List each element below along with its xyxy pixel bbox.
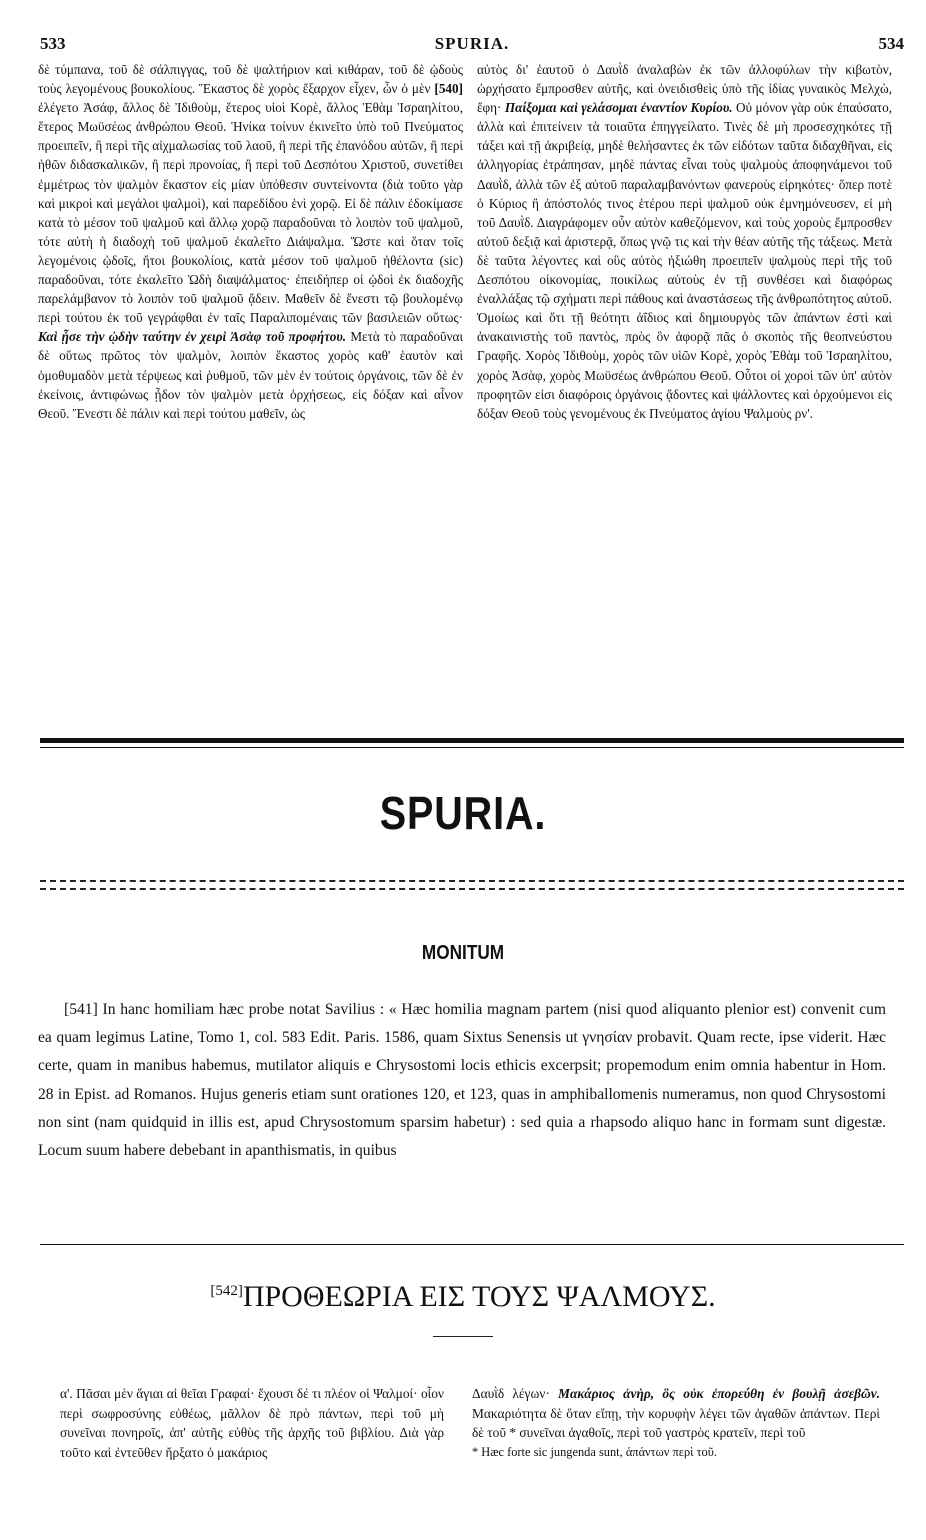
text-segment: ἐλέγετο Ἀσάφ, ἄλλος δὲ Ἰδιθοὺμ, ἕτερος υἱοὶ Κορὲ, ἄλλος Ἐθὰμ Ἰσραηλίτου, ἕτερος Μωϋσέως ἀνθρώπου Θεοῦ. Ἡνίκα τοίνυν ἐκινεῖτο ὑπὸ τοῦ Πνεύματος προειπεῖν, ἢ περὶ τῆς αἰχμαλωσίας τοῦ λαοῦ, ἢ περὶ τῆς ἐπανόδου αὐτῶν, ἢ περὶ ἠθῶν διδασκαλικῶν, ἢ περὶ προνοίας, ἢ περὶ τοῦ Δεσπότου Χριστοῦ, συνετίθει ἐμμέτρως τὸν ψαλμὸν ἕκαστον εἰς μίαν ὑπόθεσιν συντείνοντα (διὰ τοῦτο γὰρ καὶ μικροὶ καὶ μεγάλοι ψαλμοὶ), καὶ παρεδίδου ἑνὶ χορῷ. Εἰ δὲ πάλιν ἐδοκίμασε κατὰ τὸ μέσον τοῦ ψαλμοῦ καὶ ἄλλῳ χορῷ παραδοῦναι τὸ λοιπὸν τοῦ ψαλμοῦ, τότε αὐτὴ ἡ διαδοχὴ τοῦ ψαλμοῦ ἐκαλεῖτο Διάψαλμα. Ὥστε καὶ ὅταν τοῖς λεγομένοις ᾠδοῖς, ἤτοι βουκολίοις, κατὰ μέσον τοῦ ψαλμοῦ ἠθέλοντα (sic) παραδοῦναι, τότε ἐκαλεῖτο Ὠδὴ διαψάλματος· ἐπειδήπερ οἱ ᾠδοὶ ἐκ διαδοχῆς παρελάμβανον τὸ λοιπὸν τοῦ ψαλμοῦ ᾄδειν. Μαθεῖν δὲ ἔνεστι τῷ βουλομένῳ περὶ τούτου ἐκ τοῦ γεγράφθαι ἐν ταῖς Παραλιπομέναις τῶν βασιλειῶν οὕτως· — [38, 100, 463, 326]
running-header — [40, 28, 904, 56]
text-segment: Μακαριότητα δὲ ὅταν εἴπῃ, τὴν κορυφὴν λέγει τῶν ἀγαθῶν ἁπάντων. Περὶ δὲ τοῦ * συνεῖναι ἀγαθοῖς, περὶ τοῦ γαστρὸς κρατεῖν, περὶ τοῦ — [472, 1405, 880, 1441]
scripture-quote: Παίξομαι καὶ γελάσομαι ἐναντίον Κυρίου. — [504, 100, 733, 116]
column-marker: [540] — [434, 81, 463, 97]
section-rule-thick — [40, 738, 904, 743]
title-text: ΠΡΟΘΕΩΡΙΑ ΕΙΣ ΤΟΥΣ ΨΑΛΜΟΥΣ. — [242, 1280, 716, 1313]
text-segment: Δαυῒδ λέγων· — [472, 1386, 559, 1401]
text-segment: Μετὰ τὸ παραδοῦναι δὲ οὕτως πρῶτος τὸν ψαλμὸν, λοιπὸν ἕκαστος χορὸς καθ' ἑαυτὸν καὶ ὁμοθυμαδὸν μετὰ τέρψεως καὶ ῥυθμοῦ, τῶν μὲν ἐν τούτοις ὀργάνοις, τῶν δὲ ἐν ἐκείνοις, ἀντιφώνως ᾖδον τὸν ψαλμὸν μετὰ ὀρχήσεως, εἰς δόξαν καὶ αἶνον Θεοῦ. Ἔνεστι δὲ πάλιν καὶ περὶ τούτου μαθεῖν, ὡς — [38, 329, 464, 421]
page-number-left: 533 — [40, 34, 66, 53]
greek-section-title — [0, 1280, 926, 1314]
greek-right-paragraph — [472, 1384, 880, 1443]
text-segment: αὐτὸς δι' ἑαυτοῦ ὁ Δαυῒδ ἀναλαβὼν ἐκ τῶν ἀλλοφύλων τὴν κιβωτὸν, ὠρχήσατο ἔμπροσθεν αὐτῆς, καὶ ὀνειδισθεὶς ὑπὸ τῆς ἰδίας γυναικὸς Μελχὼ, ἔφη· — [477, 62, 892, 116]
monitum-end-rule — [40, 1244, 904, 1245]
section-rule-thin — [40, 747, 904, 748]
page-number-right: 534 — [878, 34, 904, 53]
monitum-title: MONITUM — [421, 942, 505, 964]
left-text-column — [38, 60, 463, 423]
dashed-rule-bottom — [40, 888, 904, 890]
scripture-quote: Μακάριος ἀνὴρ, ὃς οὐκ ἐπορεύθη ἐν βουλῇ ἀσεβῶν. — [558, 1386, 880, 1401]
right-column-paragraph — [477, 60, 892, 423]
dashed-rule-top — [40, 880, 904, 882]
section-title: SPURIA. — [379, 787, 547, 839]
monitum-body — [38, 996, 886, 1165]
monitum-paragraph: [541] In hanc homiliam hæc probe notat Savilius : « Hæc homilia magnam partem (nisi quod aliquanto plenior est) convenit cum ea quam legimus Latine, Tomo 1, col. 583 Edit. Paris. 1586, quam Sixtus Senensis ut γνησίαν probavit. Quam recte, ipse viderit. Hæc certe, quam in manibus habemus, mutilator aliquis e Chrysostomi locis ethicis excerpsit; propemodum enim omnia habentur in Hom. 28 in Epist. ad Romanos. Hujus generis etiam sunt orationes 120, et 123, quas in amphiballomenis numeramus, non quod Chrysostomi non sint (nam quidquid in illis est, apud Chrysostomum sparsim habetur) : sed quia a rhapsodo aliquo hanc in formam sunt digestæ. Locum suum habere debebant in apanthismatis, in quibus — [38, 1001, 886, 1160]
greek-left-paragraph: α'. Πᾶσαι μὲν ἅγιαι αἱ θεῖαι Γραφαί· ἔχουσι δέ τι πλέον οἱ Ψαλμοί· οἷον περὶ σωφροσύνης εὐθέως, μᾶλλον δὲ πρὸ πάντων, περὶ τοῦ μὴ συνεῖναι πονηροῖς, ἀπ' αὐτῆς εὐθὺς τῆς ἀρχῆς τοῦ βιβλίου. Διὰ γὰρ τοῦτο καὶ ἐντεῦθεν ἤρξατο ὁ μακάριος — [60, 1386, 444, 1460]
text-segment: δὲ τύμπανα, τοῦ δὲ σάλπιγγας, τοῦ δὲ ψαλτήριον καὶ κιθάραν, τοῦ δὲ ᾠδοὺς τοὺς λεγομένους βουκολίους. Ἕκαστος δὲ χορὸς ἔξαρχον εἶχεν, ὧν ὁ μὲν — [38, 62, 463, 97]
footnote: * Hæc forte sic jungenda sunt, ἁπάντων περὶ τοῦ. — [472, 1444, 717, 1459]
scripture-quote: Καὶ ᾖσε τὴν ᾠδὴν ταύτην ἐν χειρὶ Ἀσὰφ τοῦ προφήτου. — [38, 329, 347, 345]
right-text-column — [477, 60, 892, 423]
greek-left-column — [60, 1384, 444, 1462]
title-marker: [542] — [210, 1283, 243, 1299]
running-title: SPURIA. — [434, 34, 510, 53]
left-column-paragraph — [38, 60, 463, 423]
title-short-rule — [433, 1336, 493, 1337]
greek-right-column — [472, 1384, 880, 1462]
text-segment: Οὐ μόνον γὰρ οὐκ ἐπαύσατο, ἀλλὰ καὶ ἐπιτείνειν τὰ τοιαῦτα ἐπηγγείλατο. Τινὲς δὲ μὴ προσεσχηκότες τῇ τάξει καὶ τῇ ἀκριβείᾳ, μηδὲ θελήσαντες ἐκ τῶν εἰδότων ταῦτα διδαχθῆναι, εἰς ἀλληγορίας ἐτράπησαν, μηδὲ πάντας εἶναι τοὺς ψαλμοὺς ἀποφηνάμενοι τοῦ Δαυῒδ, ἀλλὰ τῶν ἐξ αὐτοῦ παραλαμβανόντων φανεροὺς εἰρηκότες· ὅπερ ποτὲ ὁ Κύριος ἢ ἀπόστολός τινος ἑτέρου περὶ ψαλμοῦ οὐκ ἐμνημόνευσεν, εἰ μὴ τοῦ Δαυῒδ. Διαγράφομεν οὖν αὐτὸν καθεζόμενον, καὶ τοὺς χοροὺς ἔμπροσθεν αὐτοῦ δεξιᾷ καὶ ἀριστερᾷ, ὅπως γνῷ τις καὶ τὴν θέαν αὐτῆς τῆς τάξεως. Μετὰ δὲ ταῦτα λέγοντες καὶ οὓς αὐτὸς ἠξιώθη προειπεῖν ψαλμοὺς περὶ τῆς τοῦ Δεσπότου οἰκονομίας, ποικίλως αὐτοὺς ἐν τῇ συνθέσει καὶ διαφόρως ἐναλλάξας τῷ σχήματι περὶ πάθους καὶ ἀναστάσεως τῆς ἀνθρωπότητος αὐτοῦ. Ὁμοίως καὶ ὅτι τῇ θεότητι ἀΐδιος καὶ δημιουργὸς τῶν ἁπάντων ἐστὶ καὶ ἀνακαινιστὴς τοῦ παντὸς, πρὸς ὃν ἀφορᾷ πᾶς ὁ σκοπὸς τῆς θεοπνεύστου Γραφῆς. Χορὸς Ἰδιθοὺμ, χορὸς τῶν υἱῶν Κορὲ, χορὸς Ἐθὰμ τοῦ Ἰσραηλίτου, χορὸς Ἀσὰφ, χορὸς Μωϋσέως ἀνθρώπου Θεοῦ. Οὗτοι οἱ χοροὶ τῶν ὑπ' αὐτὸν προφητῶν εἰσι διαφόροις ὀργάνοις ᾄδοντες καὶ ψάλλοντες καὶ ὀρχούμενοι εἰς δόξαν Θεοῦ τοὺς γενομένους ἐκ Πνεύματος ἁγίου Ψαλμοὺς ρν'. — [477, 100, 893, 421]
